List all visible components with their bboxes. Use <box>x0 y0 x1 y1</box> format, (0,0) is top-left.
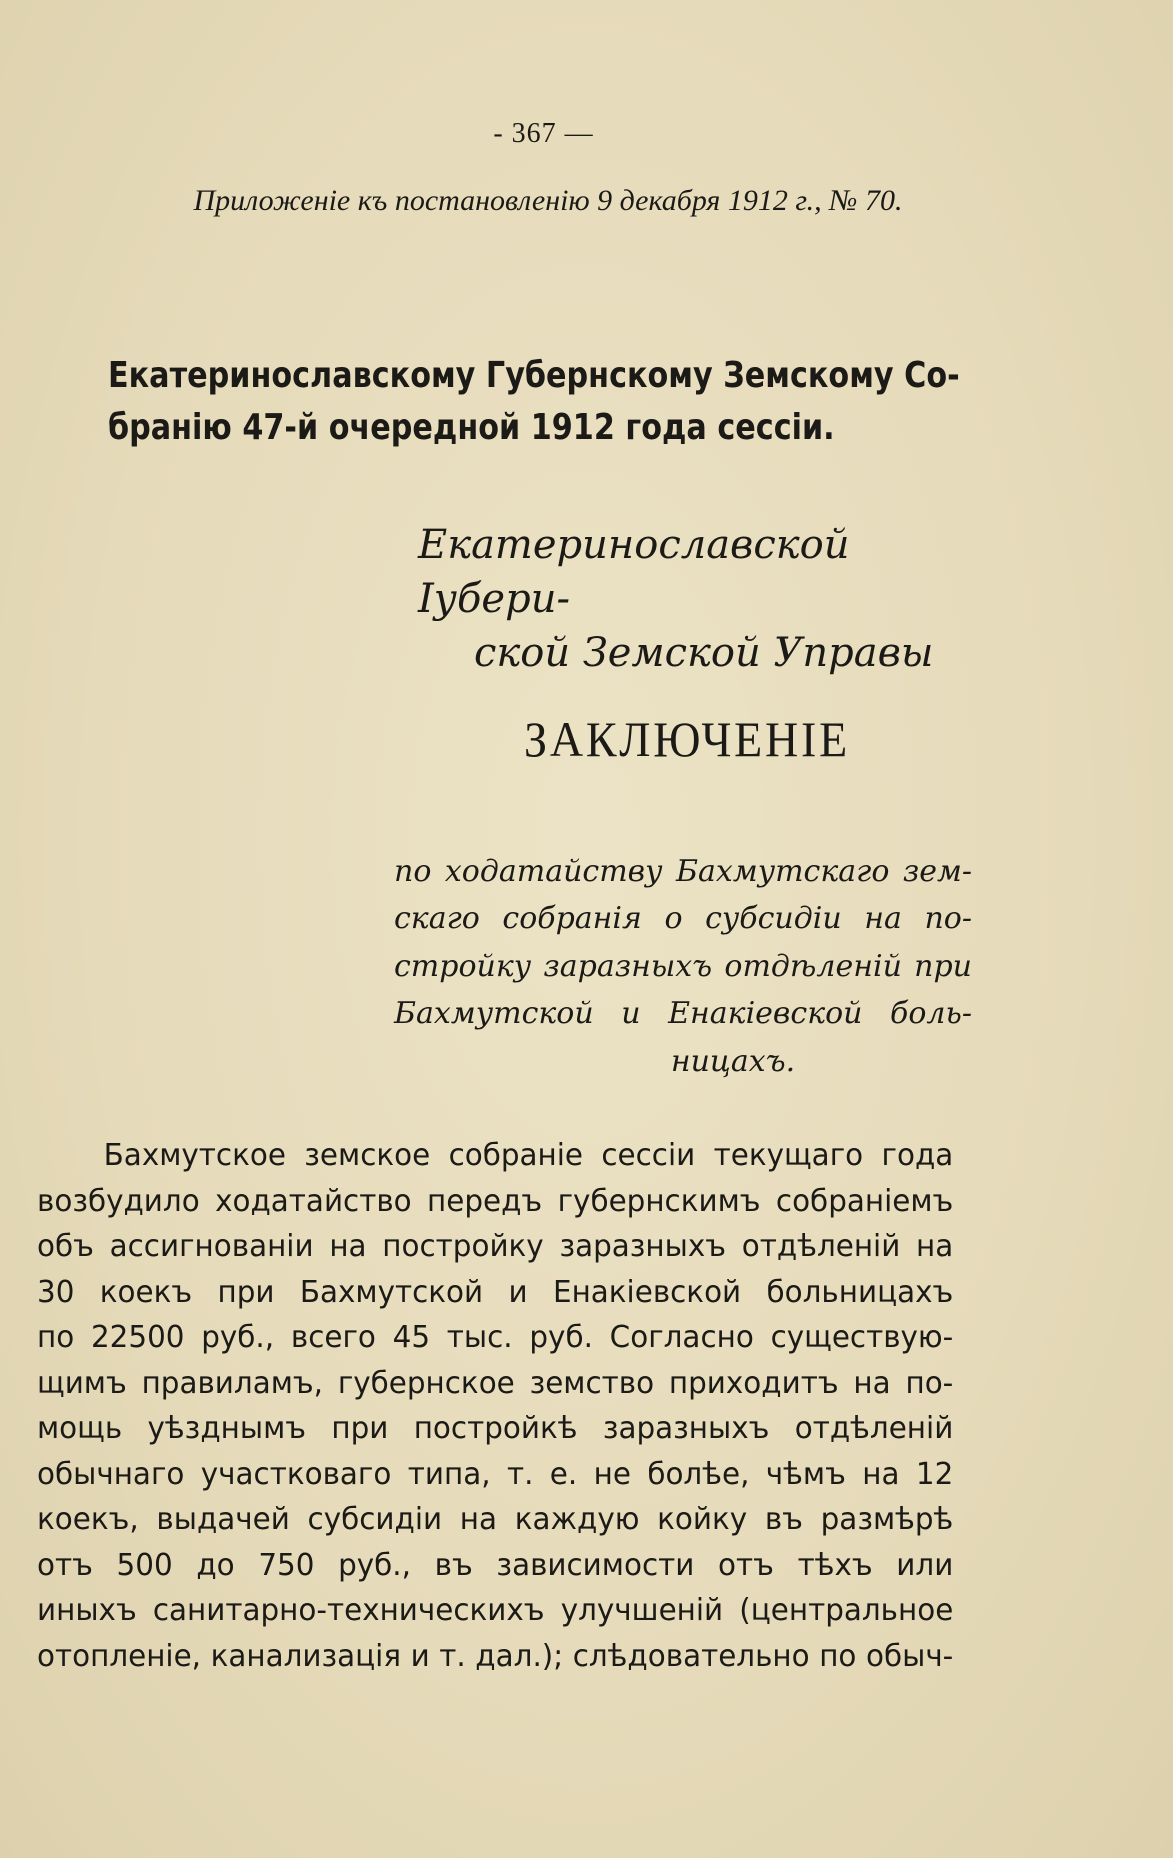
body-line: мощь уѣзднымъ при постройкѣ заразныхъ отдѣленiй <box>37 1411 954 1446</box>
body-line: иныхъ санитарно-техническихъ улучшенiй (центральное <box>37 1593 954 1628</box>
subject-line: скаго собранiя о субсидiи на по- <box>394 901 972 937</box>
document-title: ЗАКЛЮЧЕНIЕ <box>524 711 850 767</box>
subject-line: стройку заразныхъ отдѣленiй при <box>394 948 972 984</box>
body-line: объ ассигнованiи на постройку заразныхъ отдѣленiй на <box>37 1229 954 1264</box>
subject-line: Бахмутской и Енакiевской боль- <box>394 996 972 1032</box>
addressee-line: Екатеринославскому Губернскому Земскому Со- <box>108 355 960 396</box>
board-name-line: Екатеринославской Iубери- <box>418 522 850 622</box>
body-line: коекъ, выдачей субсидiи на каждую койку въ размѣрѣ <box>37 1502 954 1537</box>
body-paragraph <box>37 1133 972 1679</box>
board-name-line: ской Земской Управы <box>474 630 934 676</box>
subject-heading <box>394 848 972 1085</box>
body-line: отопленiе, канализацiя и т. дал.); слѣдовательно по обыч- <box>37 1638 954 1674</box>
page-number: - 367 — <box>493 118 594 149</box>
addressee-line: бранiю 47-й очередной 1912 года сессiи. <box>108 407 835 449</box>
addressee-heading <box>108 350 973 454</box>
body-line: Бахмутское земское собранiе сессiи текущаго года <box>103 1138 954 1173</box>
body-line: возбудило ходатайство передъ губернскимъ собранiемъ <box>37 1183 954 1219</box>
body-line: по 22500 руб., всего 45 тыс. руб. Согласно существую- <box>37 1320 954 1355</box>
body-line: обычнаго участковаго типа, т. е. не болѣе, чѣмъ на 12 <box>37 1456 954 1492</box>
board-name <box>350 518 976 680</box>
subject-line: ницахъ. <box>670 1043 796 1079</box>
body-line: щимъ правиламъ, губернское земство приходитъ на по- <box>37 1365 954 1401</box>
subject-line: по ходатайству Бахмутскаго зем- <box>394 854 972 889</box>
body-line: 30 коекъ при Бахмутской и Енакiевской больницахъ <box>37 1274 954 1310</box>
appendix-note: Приложенiе къ постановленiю 9 декабря 1912 г., № 70. <box>193 184 903 217</box>
body-line: отъ 500 до 750 руб., въ зависимости отъ тѣхъ или <box>37 1547 954 1583</box>
